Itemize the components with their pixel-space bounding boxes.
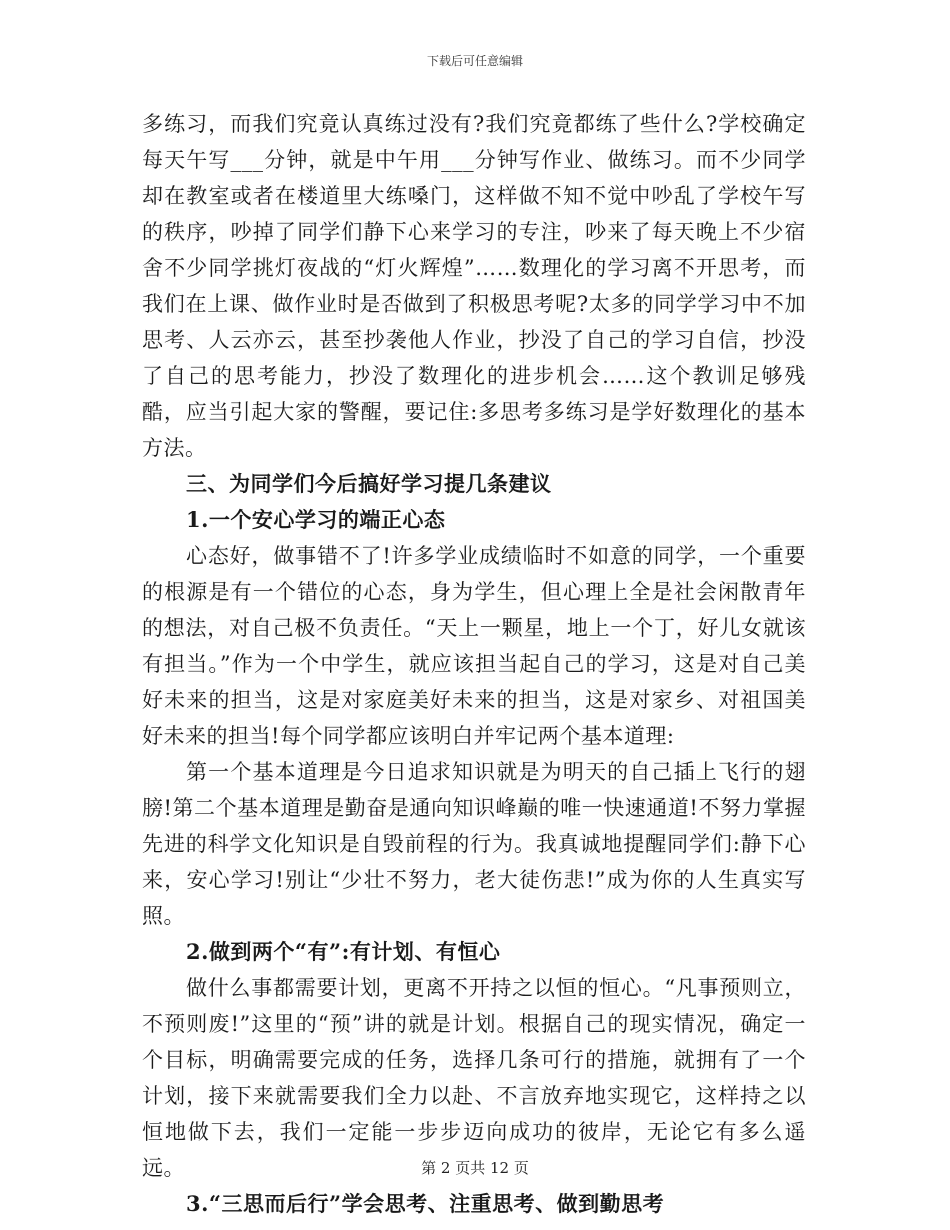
page-footer: 第 2 页共 12 页: [421, 1159, 529, 1177]
subheading-2: 2.做到两个“有”:有计划、有恒心: [186, 939, 501, 964]
paragraph-planning: 做什么事都需要计划，更离不开持之以恒的恒心。“凡事预则立，不预则废!”这里的“预”讲的就是计划。根据自己的现实情况，确定一个目标，明确需要完成的任务，选择几条可行的措施，就拥有了一个计划，接下来就需要我们全力以赴、不言放弃地实现它，这样持之以恒地做下去，我们一定能一步步迈向成功的彼岸，无论它有多么遥远。: [142, 976, 806, 1180]
paragraph-continued: 多练习，而我们究竟认真练过没有?我们究竟都练了些什么?学校确定每天午写___分钟，就是中午用___分钟写作业、做练习。而不少同学却在教室或者在楼道里大练嗓门，这样做不知不觉中吵乱了学校午写的秩序，吵掉了同学们静下心来学习的专注，吵来了每天晚上不少宿舍不少同学挑灯夜战的“灯火辉煌”……数理化的学习离不开思考，而我们在上课、做作业时是否做到了积极思考呢?太多的同学学习中不加思考、人云亦云，甚至抄袭他人作业，抄没了自己的学习自信，抄没了自己的思考能力，抄没了数理化的进步机会……这个教训足够残酷，应当引起大家的警醒，要记住:多思考多练习是学好数理化的基本方法。: [142, 112, 806, 460]
page-header: 下载后可任意编辑: [426, 54, 523, 68]
paragraph-two-principles: 第一个基本道理是今日追求知识就是为明天的自己插上飞行的翅膀!第二个基本道理是勤奋是通向知识峰巅的唯一快速通道!不努力掌握先进的科学文化知识是自毁前程的行为。我真诚地提醒同学们:静下心来，安心学习!别让“少壮不努力，老大徒伤悲!”成为你的人生真实写照。: [142, 760, 806, 928]
subheading-3: 3.“三思而后行”学会思考、注重思考、做到勤思考: [186, 1191, 665, 1216]
paragraph-mindset: 心态好，做事错不了!许多学业成绩临时不如意的同学，一个重要的根源是有一个错位的心态，身为学生，但心理上全是社会闲散青年的想法，对自己极不负责任。“天上一颗星，地上一个丁，好儿女就该有担当。”作为一个中学生，就应该担当起自己的学习，这是对自己美好未来的担当，这是对家庭美好未来的担当，这是对家乡、对祖国美好未来的担当!每个同学都应该明白并牢记两个基本道理:: [142, 544, 806, 748]
section-heading-3: 三、为同学们今后搞好学习提几条建议: [186, 471, 552, 496]
document-body: [142, 106, 806, 1222]
subheading-1: 1.一个安心学习的端正心态: [186, 507, 446, 532]
